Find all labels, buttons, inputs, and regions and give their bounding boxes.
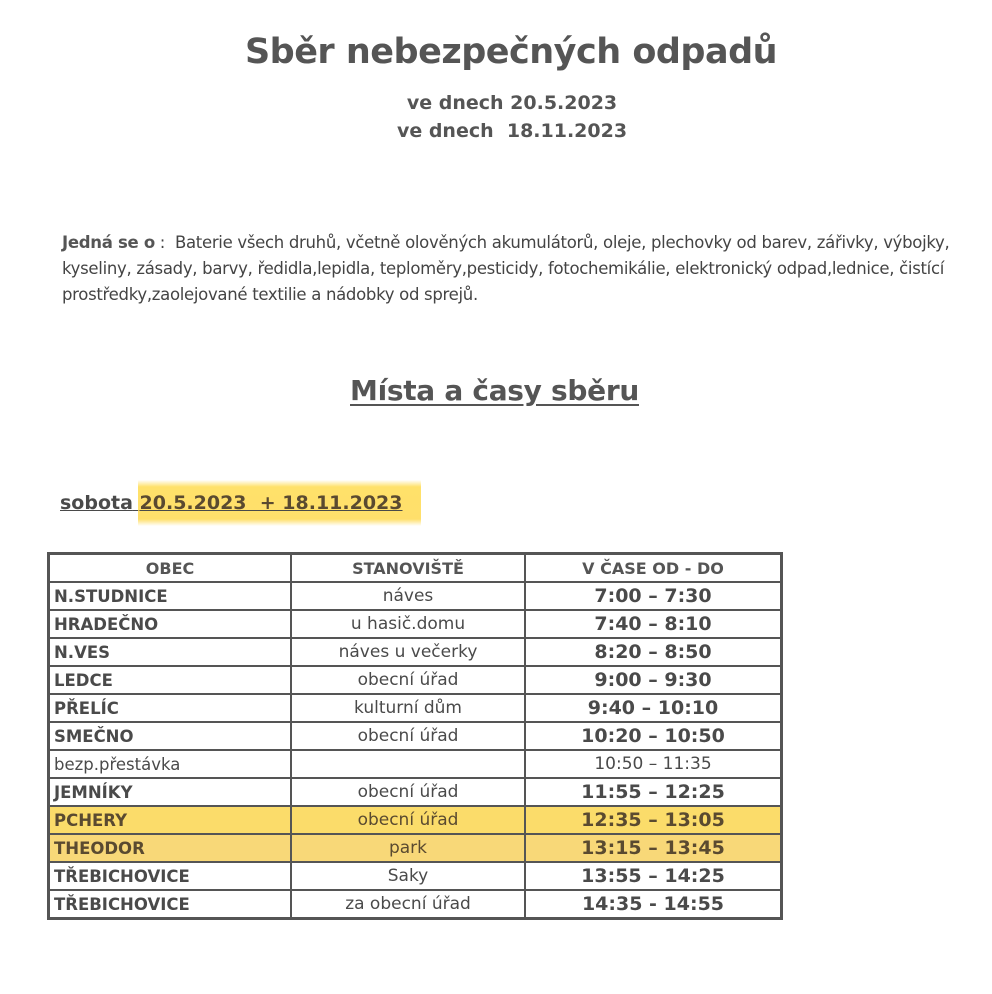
table-row [49, 638, 782, 666]
cell-cas: 9:40 – 10:10 [525, 694, 782, 722]
table-header-row [49, 554, 782, 583]
cell-cas: 11:55 – 12:25 [525, 778, 782, 806]
table-row [49, 862, 782, 890]
cell-stanoviste: obecní úřad [291, 666, 525, 694]
cell-stanoviste: obecní úřad [291, 778, 525, 806]
cell-obec: bezp.přestávka [49, 750, 292, 778]
cell-stanoviste: obecní úřad [291, 722, 525, 750]
highlighted-dates: 20.5.2023 + 18.11.2023 [138, 480, 421, 526]
cell-stanoviste: náves [291, 582, 525, 610]
cell-obec: SMEČNO [49, 722, 292, 750]
intro-lead: Jedná se o [62, 233, 155, 252]
cell-stanoviste: park [291, 834, 525, 862]
cell-cas: 10:50 – 11:35 [525, 750, 782, 778]
cell-stanoviste: kulturní dům [291, 694, 525, 722]
cell-stanoviste: náves u večerky [291, 638, 525, 666]
table-row [49, 890, 782, 919]
schedule-table [47, 552, 783, 920]
day-label: sobota [60, 492, 133, 514]
cell-cas: 12:35 – 13:05 [525, 806, 782, 834]
cell-cas: 8:20 – 8:50 [525, 638, 782, 666]
table-row [49, 778, 782, 806]
cell-obec: TŘEBICHOVICE [49, 890, 292, 919]
header-stanoviste: STANOVIŠTĚ [291, 554, 525, 583]
header-obec: OBEC [49, 554, 292, 583]
cell-obec: PŘELÍC [49, 694, 292, 722]
cell-cas: 13:15 – 13:45 [525, 834, 782, 862]
intro-separator: : [154, 233, 171, 252]
cell-cas: 14:35 - 14:55 [525, 890, 782, 919]
table-row [49, 582, 782, 610]
cell-stanoviste: Saky [291, 862, 525, 890]
cell-cas: 7:40 – 8:10 [525, 610, 782, 638]
cell-stanoviste: u hasič.domu [291, 610, 525, 638]
page-title: Sběr nebezpečných odpadů [244, 32, 778, 72]
cell-cas: 10:20 – 10:50 [525, 722, 782, 750]
cell-stanoviste [291, 750, 525, 778]
date-line-1: ve dnech 20.5.2023 [406, 92, 618, 114]
table-row-highlighted [49, 834, 782, 862]
table-row [49, 694, 782, 722]
date-line-2: ve dnech 18.11.2023 [396, 120, 628, 142]
header-cas: V ČASE OD - DO [525, 554, 782, 583]
cell-cas: 13:55 – 14:25 [525, 862, 782, 890]
cell-stanoviste: obecní úřad [291, 806, 525, 834]
cell-cas: 7:00 – 7:30 [525, 582, 782, 610]
table-row [49, 722, 782, 750]
table-row [49, 666, 782, 694]
cell-obec: N.VES [49, 638, 292, 666]
intro-text: Baterie všech druhů, včetně olověných akumulátorů, oleje, plechovky od barev, zářivky, výbojky, kyseliny, zásady, barvy, ředidla,lepidla, teploměry,pesticidy, fotochemikálie, elektronický odpad,lednice, čistící prostředky,zaolejované textilie a nádobky od sprejů. [62, 233, 950, 304]
table-row [49, 610, 782, 638]
table-row-highlighted [49, 806, 782, 834]
cell-cas: 9:00 – 9:30 [525, 666, 782, 694]
collection-dates [60, 492, 421, 514]
cell-obec: LEDCE [49, 666, 292, 694]
cell-obec: N.STUDNICE [49, 582, 292, 610]
cell-stanoviste: za obecní úřad [291, 890, 525, 919]
cell-obec: PCHERY [49, 806, 292, 834]
cell-obec: JEMNÍKY [49, 778, 292, 806]
waste-types-paragraph [62, 230, 962, 308]
table-row-break [49, 750, 782, 778]
cell-obec: TŘEBICHOVICE [49, 862, 292, 890]
section-heading: Místa a časy sběru [350, 374, 639, 407]
cell-obec: HRADEČNO [49, 610, 292, 638]
cell-obec: THEODOR [49, 834, 292, 862]
